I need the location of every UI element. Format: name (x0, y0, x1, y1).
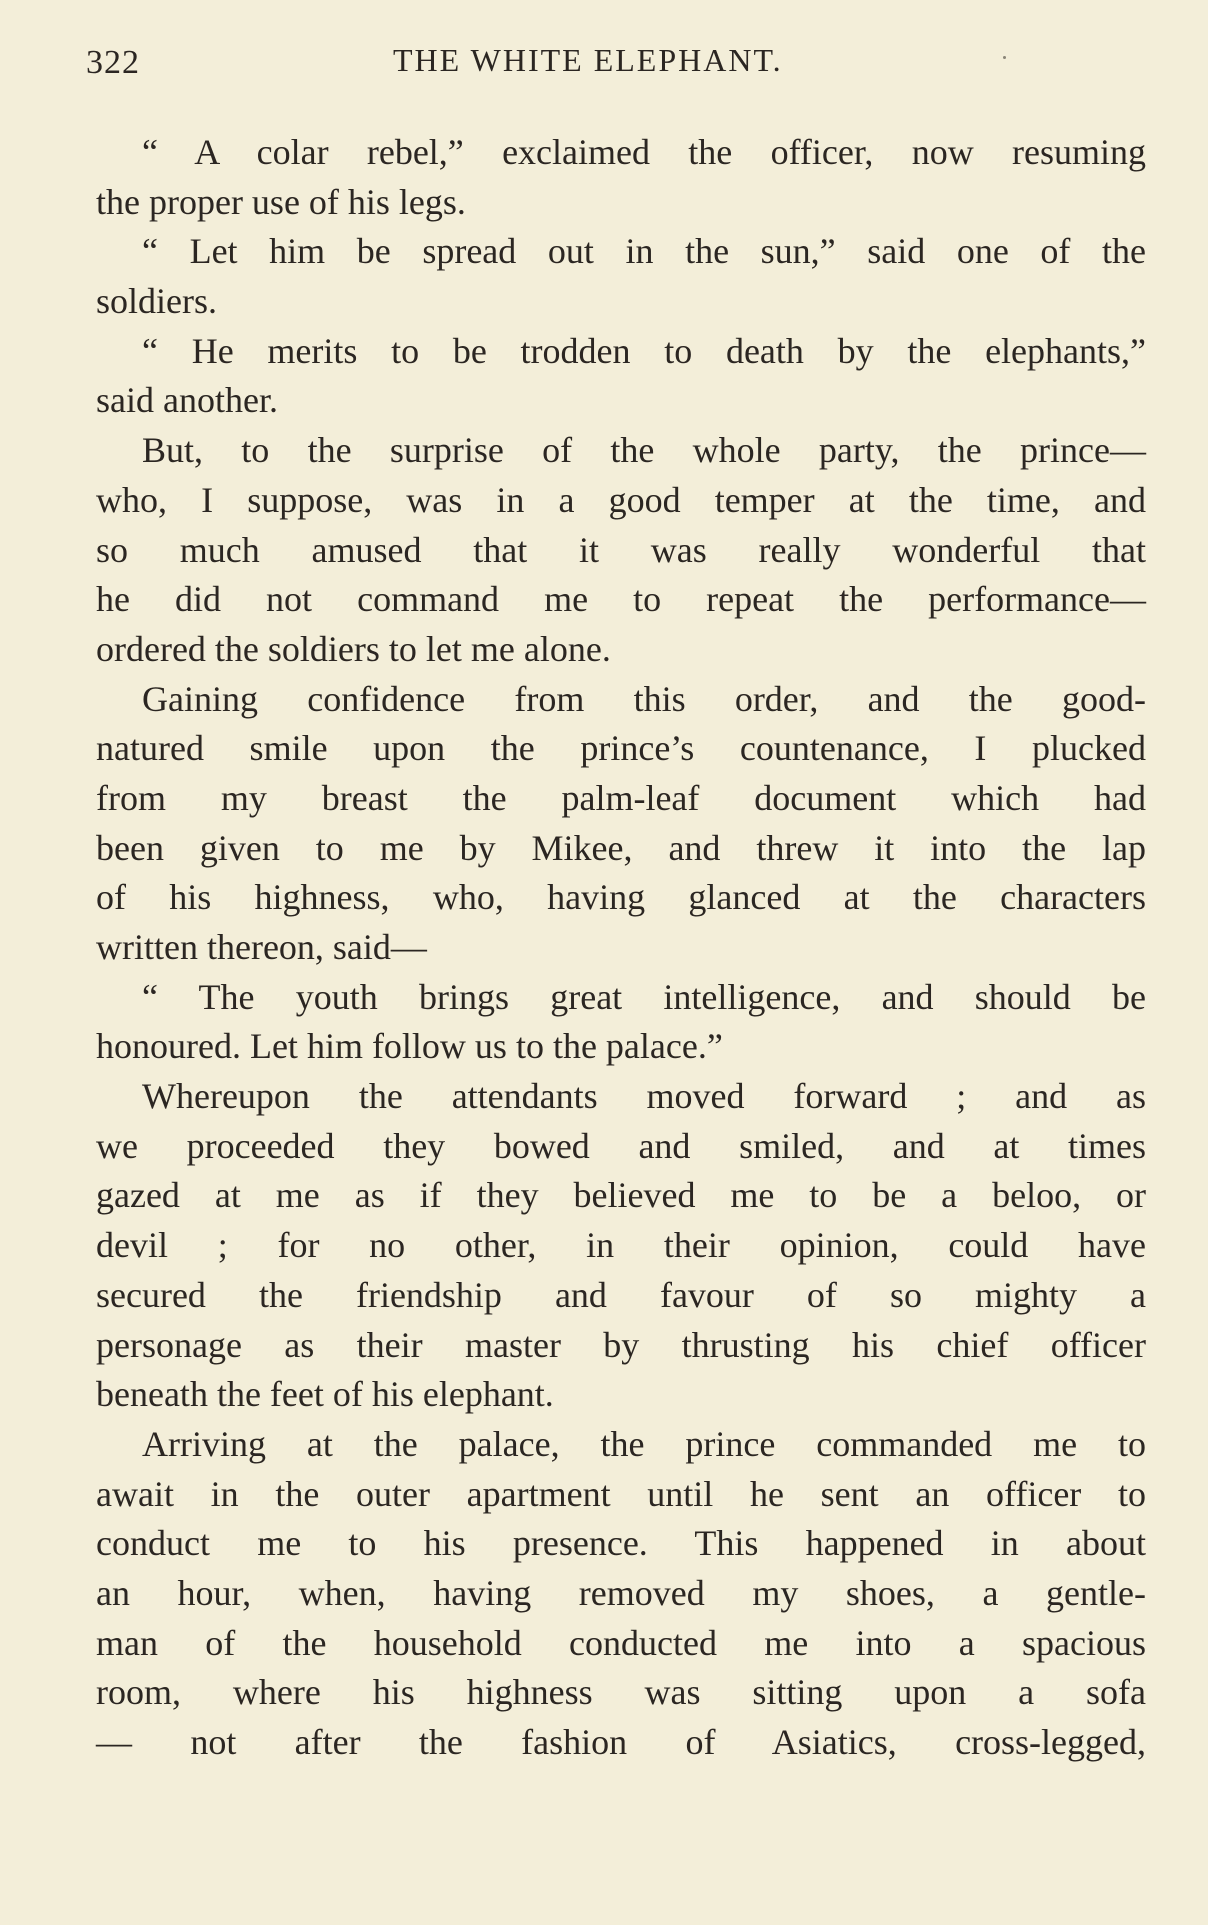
text-line: “ He merits to be trodden to death by the elephants,” (142, 330, 1146, 371)
page-number: 322 (86, 44, 140, 81)
text-line: But, to the surprise of the whole party, the prince— (142, 430, 1146, 471)
text-line: “ Let him be spread out in the sun,” said one of the (142, 231, 1146, 272)
text-line: — not after the fashion of Asiatics, cross-legged, (96, 1722, 1146, 1762)
text-line: Whereupon the attendants moved forward ; and as (142, 1076, 1146, 1117)
text-line: the proper use of his legs. (96, 181, 466, 222)
text-line: gazed at me as if they believed me to be a beloo, or (96, 1175, 1146, 1216)
text-line: await in the outer apartment until he sent an officer to (96, 1473, 1146, 1514)
text-line: he did not command me to repeat the performance— (96, 579, 1146, 620)
text-line: conduct me to his presence. This happened in about (96, 1523, 1146, 1564)
text-line: said another. (96, 380, 278, 421)
text-line: secured the friendship and favour of so mighty a (96, 1274, 1146, 1315)
text-line: we proceeded they bowed and smiled, and at times (96, 1125, 1146, 1166)
text-line: written thereon, said— (96, 927, 427, 967)
text-line: honoured. Let him follow us to the palace.” (96, 1026, 723, 1067)
print-speck (1003, 56, 1006, 59)
text-line: Gaining confidence from this order, and the good- (142, 678, 1146, 719)
text-line: so much amused that it was really wonderful that (96, 529, 1146, 570)
text-line: devil ; for no other, in their opinion, could have (96, 1225, 1146, 1266)
text-line: personage as their master by thrusting his chief officer (96, 1324, 1146, 1365)
text-line: ordered the soldiers to let me alone. (96, 628, 611, 669)
text-line: who, I suppose, was in a good temper at the time, and (96, 479, 1146, 520)
text-line: of his highness, who, having glanced at the characters (96, 877, 1146, 918)
text-line: beneath the feet of his elephant. (96, 1374, 554, 1415)
body-text (96, 128, 1146, 1768)
running-head: THE WHITE ELEPHANT. (393, 42, 783, 78)
text-line: room, where his highness was sitting upon a sofa (96, 1672, 1146, 1713)
text-line: “ The youth brings great intelligence, and should be (142, 976, 1146, 1017)
text-line: Arriving at the palace, the prince commanded me to (142, 1423, 1146, 1464)
text-line: natured smile upon the prince’s countenance, I plucked (96, 728, 1146, 769)
text-line: been given to me by Mikee, and threw it into the lap (96, 827, 1146, 868)
text-line: an hour, when, having removed my shoes, a gentle- (96, 1572, 1146, 1613)
text-line: from my breast the palm-leaf document which had (96, 777, 1146, 818)
text-line: “ A colar rebel,” exclaimed the officer, now resuming (142, 132, 1146, 172)
text-line: man of the household conducted me into a spacious (96, 1622, 1146, 1663)
text-line: soldiers. (96, 281, 217, 322)
